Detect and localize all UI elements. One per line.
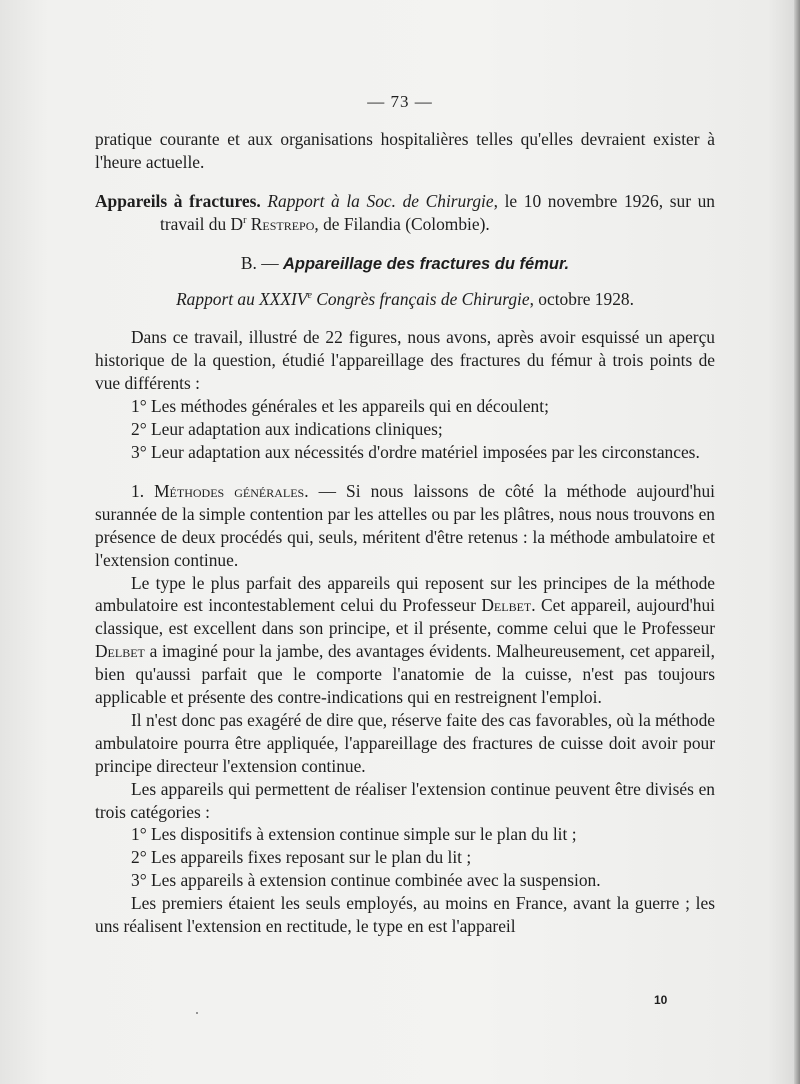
point-2: 2° Leur adaptation aux indications cliniques; <box>131 419 443 440</box>
type-name-2: Delbet <box>95 641 145 662</box>
rapport-sup: e <box>307 289 312 301</box>
appareils-ref-rest-2: , de Filandia (Colombie). <box>314 213 490 234</box>
exagere-paragraph: Il n'est donc pas exagéré de dire que, réserve faite des cas favorables, où la méthode ambulatoire pourra être appliquée, l'appareillage des fractures de cuisse doit avoir pour principe directeur l'extension continue. <box>95 709 716 776</box>
appareils-ref-rest-1: , le 10 novembre 1926, sur un travail du D <box>160 190 716 234</box>
page-body <box>95 128 715 938</box>
methodes-text: Si nous laissons de côté la méthode aujourd'hui surannée de la simple contention par les attelles ou par les plâtres, nous nous trouvons en présence de deux procédés qui, seuls, méritent d'être retenus : la méthode ambulatoire et l'extension continue. <box>95 480 715 570</box>
rapport-line <box>95 288 715 311</box>
methodes-label: 1. Méthodes générales. — <box>131 480 336 501</box>
methodes-paragraph <box>95 480 715 572</box>
type-paragraph <box>95 572 715 709</box>
section-b-heading <box>95 252 715 276</box>
appareils-reference <box>95 190 715 236</box>
appareils-ref-sup: r <box>243 214 247 226</box>
signature-mark: 10 <box>654 993 668 1007</box>
rapport-italic-2: Congrès français de Chirurgie <box>311 288 530 309</box>
appareils-ref-name: Restrepo <box>250 213 315 234</box>
rapport-rest: , octobre 1928. <box>529 288 634 309</box>
category-2: 2° Les appareils fixes reposant sur le plan du lit ; <box>131 847 472 868</box>
print-speck <box>196 1012 198 1014</box>
type-p3: a imaginé pour la jambe, des avantages évidents. Malheureusement, cet appareil, bien qu'aussi parfait que le comporte l'anatomie de la cuisse, n'est pas toujours applicable et présente des contre-indications qui en restreignent l'emploi. <box>95 641 715 708</box>
appareils-paragraph: Les appareils qui permettent de réaliser l'extension continue peuvent être divisés en trois catégories : <box>95 778 715 822</box>
section-b-label: B. — <box>240 252 279 273</box>
type-p1: Le type le plus parfait des appareils qui reposent sur les principes de la méthode ambulatoire est incontestablement celui du Professeur <box>95 572 715 616</box>
type-name-1: Delbet <box>481 595 532 616</box>
intro-continuation: pratique courante et aux organisations hospitalières telles qu'elles devraient exister à l'heure actuelle. <box>95 129 715 172</box>
page-number: — 73 — <box>367 92 433 111</box>
paragraph-travail: Dans ce travail, illustré de 22 figures, nous avons, après avoir esquissé un aperçu historique de la question, étudié l'appareillage des fractures du fémur à trois points de vue différents : <box>95 327 715 394</box>
point-1: 1° Les méthodes générales et les appareils qui en découlent; <box>131 396 549 417</box>
appareils-title: Appareils à fractures. <box>95 190 261 211</box>
section-b-title: Appareillage des fractures du fémur. <box>282 254 570 273</box>
rapport-italic-1: Rapport au XXXIV <box>176 288 308 309</box>
point-3: 3° Leur adaptation aux nécessités d'ordre matériel imposées par les circonstances. <box>131 441 700 462</box>
appareils-ref-italic: Rapport à la Soc. de Chirurgie <box>267 190 494 211</box>
page-edge-shadow <box>794 0 800 1084</box>
premiers-paragraph: Les premiers étaient les seuls employés, au moins en France, avant la guerre ; les uns réalisent l'extension en rectitude, le type en est l'appareil <box>95 893 715 937</box>
category-1: 1° Les dispositifs à extension continue simple sur le plan du lit ; <box>131 824 577 845</box>
category-3: 3° Les appareils à extension continue combinée avec la suspension. <box>131 870 601 891</box>
type-p2: . Cet appareil, aujourd'hui classique, est excellent dans son principe, et il présente, comme celui que le Professeur <box>95 595 715 639</box>
